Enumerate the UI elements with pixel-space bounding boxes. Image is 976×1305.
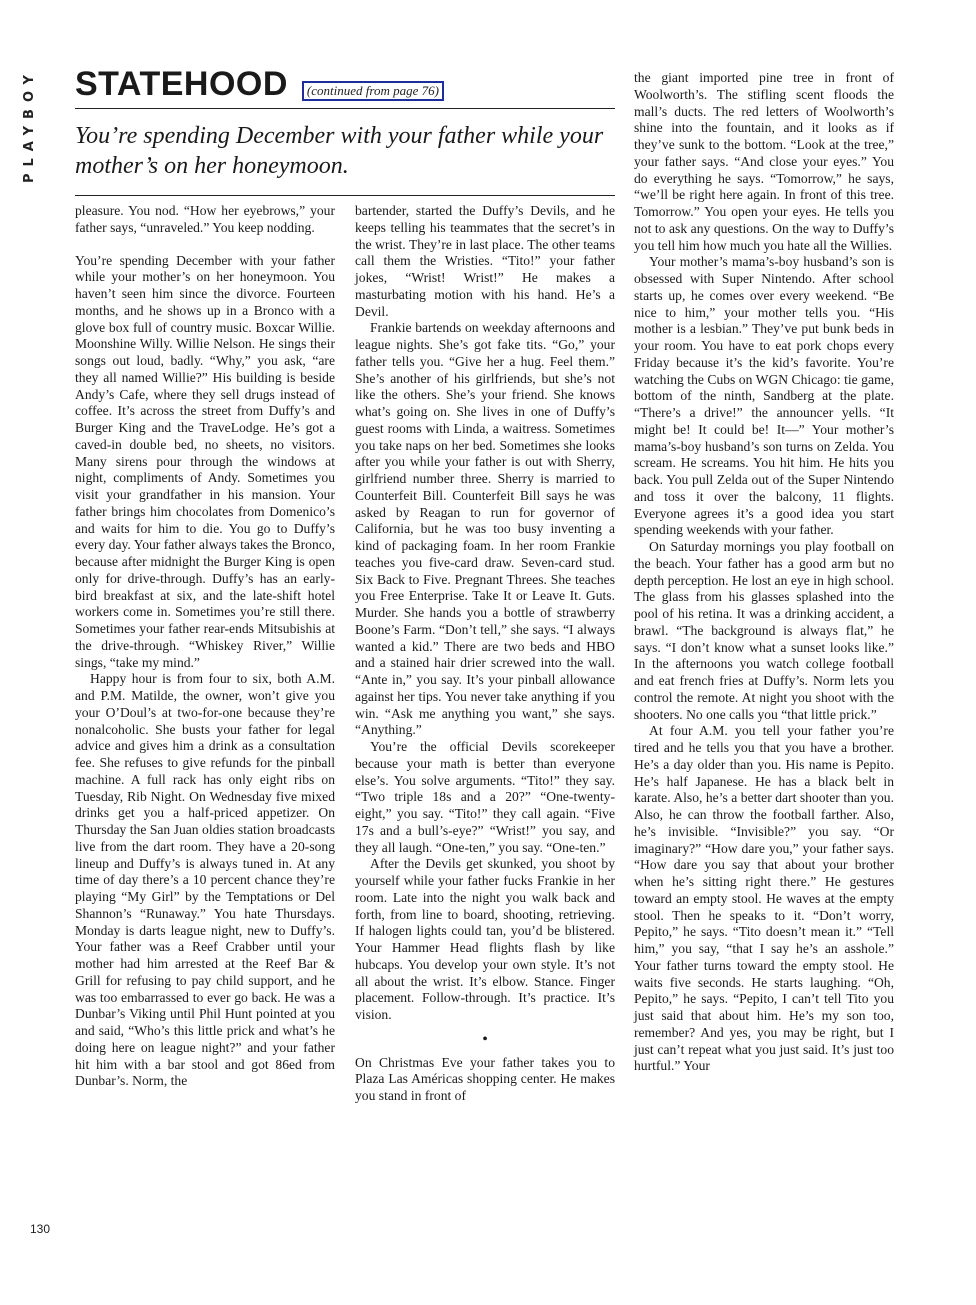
article-header [75, 64, 615, 196]
text-column-2 [355, 203, 615, 1105]
paragraph: Happy hour is from four to six, both A.M. and P.M. Matilde, the owner, won’t give you your O’Doul’s at two-for-one because they’re nonalcoholic. She busts your father for legal advice and gives him a drink as a consultation fee. She refuses to give refunds for the pinball machine. A full rack has only eight ribs on Tuesday, Rib Night. On Wednesday five mixed drinks get you a half-priced appetizer. On Thursday the San Juan oldies station broadcasts live from the dart room. They have a 20-song lineup and Duffy’s is always tuned in. At any time of day there’s a 10 percent chance they’re playing “My Girl” by the Temptations or Del Shannon’s “Runaway.” You hate Thursdays. Monday is darts league night, new to Duffy’s. Your father was a Reef Crabber until your mother had him arrested at the Reef Bar & Grill for refusing to pay child support, and he was too embarrassed to ever go back. He was a Dunbar’s Viking until Phil Hunt pointed at you and said, “Who’s this little prick and what’s he doing here on league night?” and your father hit him with a bar stool and got 86ed from Dunbar’s. Norm, the [75, 671, 335, 1089]
page-number: 130 [30, 1222, 51, 1236]
paragraph: the giant imported pine tree in front of Woolworth’s. The stifling scent floods the mall’s ducts. The red letters of Woolworth’s shine into the fountain, and it looks as if they’ve sunk to the bottom. “Look at the tree,” your father says. “And close your eyes.” You do everything he says. “Tomorrow,” he says, “we’ll be right here again. In front of this tree. Tomorrow.” You open your eyes. He tells you not to ask any questions. On the way to Duffy’s you tell him how much you hate all the Willies. [634, 70, 894, 253]
text-column-3 [634, 70, 894, 1075]
title-row [75, 64, 615, 109]
paragraph: You’re the official Devils scorekeeper because your math is better than everyone else’s. You solve arguments. “Tito!” they say. “Two triple 18s and a 20?” “One-twenty-eight,” you say. “Tito!” they call again. “Five 17s and a bull’s-eye?” “Wrist!” you say, and they all laugh. “One-ten,” you say. “One-ten.” [355, 739, 615, 855]
paragraph: On Christmas Eve your father takes you to Plaza Las Américas shopping center. He makes you stand in front of [355, 1054, 615, 1103]
paragraph: On Saturday mornings you play football on the beach. Your father has a good arm but no depth perception. He lost an eye in high school. The glass from his glasses splashed into the pool of his retina. It was a drinking accident, a brawl. “The background is always flat,” he says. “I don’t know what a sunset looks like.” In the afternoons you watch college football and eat french fries at Duffy’s. Norm lets you control the remote. At night you shoot with the shooters. No one calls you “that little prick.” [634, 539, 894, 722]
magazine-name-vertical: PLAYBOY [22, 68, 37, 183]
text-column-1 [75, 203, 335, 1090]
paragraph: At four A.M. you tell your father you’re tired and he tells you that you have a brother. He’s a day older than you. His name is Pepito. He’s half Japanese. He has a black belt in karate. Also, he’s a better dart shooter than you. Also, he can throw the football farther. Also, he’s invisible. “Invisible?” you say. “Or imaginary?” “How dare you,” your father says. “How dare you say that about your brother when he’s sitting right there.” He gestures toward an empty stool. He waves at the empty stool. Then he speaks to it. “Don’t worry, Pepito,” he says. “Tito doesn’t mean it.” “Tell him,” you say, “that I say he’s an asshole.” Your father turns toward the empty stool. He waits five seconds. He starts laughing. “Oh, Pepito,” he says. “Pepito, I can’t tell Tito you just said that about him. He’s my son too, remember? And yes, you may be right, but I just can’t repeat what you just said. It’s just too hurtful.” Your [634, 723, 894, 1074]
paragraph: Frankie bartends on weekday afternoons and league nights. She’s got fake tits. “Go,” your father tells you. “Give her a hug. Feel them.” She’s another of his girlfriends, but she’s not like the others. She’s your friend. She knows what’s going on. She lives in one of Duffy’s guest rooms with Linda, a waitress. Sometimes you take naps on her bed. Sometimes she looks after you while your father is out with Sherry, girlfriend number three. Sherry is married to Counterfeit Bill. Counterfeit Bill says he was asked by Reagan to run for governor of California, but he was too busy inventing a kind of packaging foam. In her room Frankie teaches you five-card draw. Seven-card stud. Six Back to Five. Pregnant Threes. She teaches you Free Enterprise. Take It or Leave It. Guts. Murder. She hands you a bottle of strawberry Boone’s Farm. “Don’t tell,” she says. “I always wanted a kid.” There are two beds and HBO and a stained hair drier screwed into the wall. “Ante in,” you say. It’s your pinball allowance against her tips. You never take anything if you win. “Ask me anything you want,” she says. “Anything.” [355, 320, 615, 738]
paragraph: Your mother’s mama’s-boy husband’s son is obsessed with Super Nintendo. After school starts up, he comes over every weekend. “Be nice to him,” your mother tells you. “His mother is a lesbian.” They’ve put bunk beds in your room. You have to eat pork chops every Friday because it’s the kid’s favorite. You’re watching the Cubs on WGN Chicago: tie game, bottom of the ninth, Sandberg at the plate. “There’s a drive!” the announcer yells. “It might be! It could be! It—” Your mother’s mama’s-boy husband’s son turns on Zelda. You scream. He screams. You hit him. He hits you back. You pull Zelda out of the Super Nintendo and toss it over the balcony, 11 flights. Everyone agrees it’s a good idea you start spending weekends with your father. [634, 254, 894, 538]
article-title: STATEHOOD [75, 65, 288, 103]
paragraph: pleasure. You nod. “How her eyebrows,” your father says, “unraveled.” You keep nodding. [75, 203, 335, 235]
article-deck: You’re spending December with your father while your mother’s on her honeymoon. [75, 121, 615, 196]
paragraph: bartender, started the Duffy’s Devils, and he keeps telling his teammates that the secret’s in the wrist. They’re in last place. The other teams call them the Wristies. “Tito!” your father jokes, “Wrist! Wrist!” He makes a masturbating motion with his hand. He’s a Devil. [355, 203, 615, 319]
paragraph: You’re spending December with your father while your mother’s on her honeymoon. You haven’t seen him since the divorce. Fourteen months, and he shows up in a Bronco with a glove box full of country music. Boxcar Willie. Moonshine Willy. Willie Nelson. He sings their songs out loud, badly. “Why,” you ask, “are they all named Willie?” His building is beside Andy’s Cafe, where they sell drugs instead of coffee. It’s across the street from Duffy’s and Burger King and the TraveLodge. He’s got a caved-in double bed, no sheets, no visitors. Many sirens pour through the windows at night, compliments of Andy. Sometimes you visit your grandfather in his mansion. Your father brings him chocolates from Domenico’s and waits for him to die. You go to Duffy’s every day. Your father always takes the Bronco, because after midnight the Burger King is open only for drive-through. Duffy’s has an early-bird breakfast at six, and the late-shift hotel workers come in. Sometimes you’re still there. Sometimes your father rear-ends Mitsubishis at the drive-through. “Whiskey River,” Willie sings, “take my mind.” [75, 252, 335, 670]
continued-from-link[interactable]: (continued from page 76) [302, 81, 444, 101]
section-break-bullet: • [482, 1030, 488, 1048]
paragraph: After the Devils get skunked, you shoot by yourself while your father fucks Frankie in her room. Late into the night you walk back and forth, from line to board, shooting, retrieving. If halogen lights could tan, you’d be blistered. Your Hammer Head flights flash by like hubcaps. You develop your own style. It’s not all about the wrist. It’s elbow. Stance. Finger placement. Follow-through. It’s practice. It’s vision. [355, 856, 615, 1022]
